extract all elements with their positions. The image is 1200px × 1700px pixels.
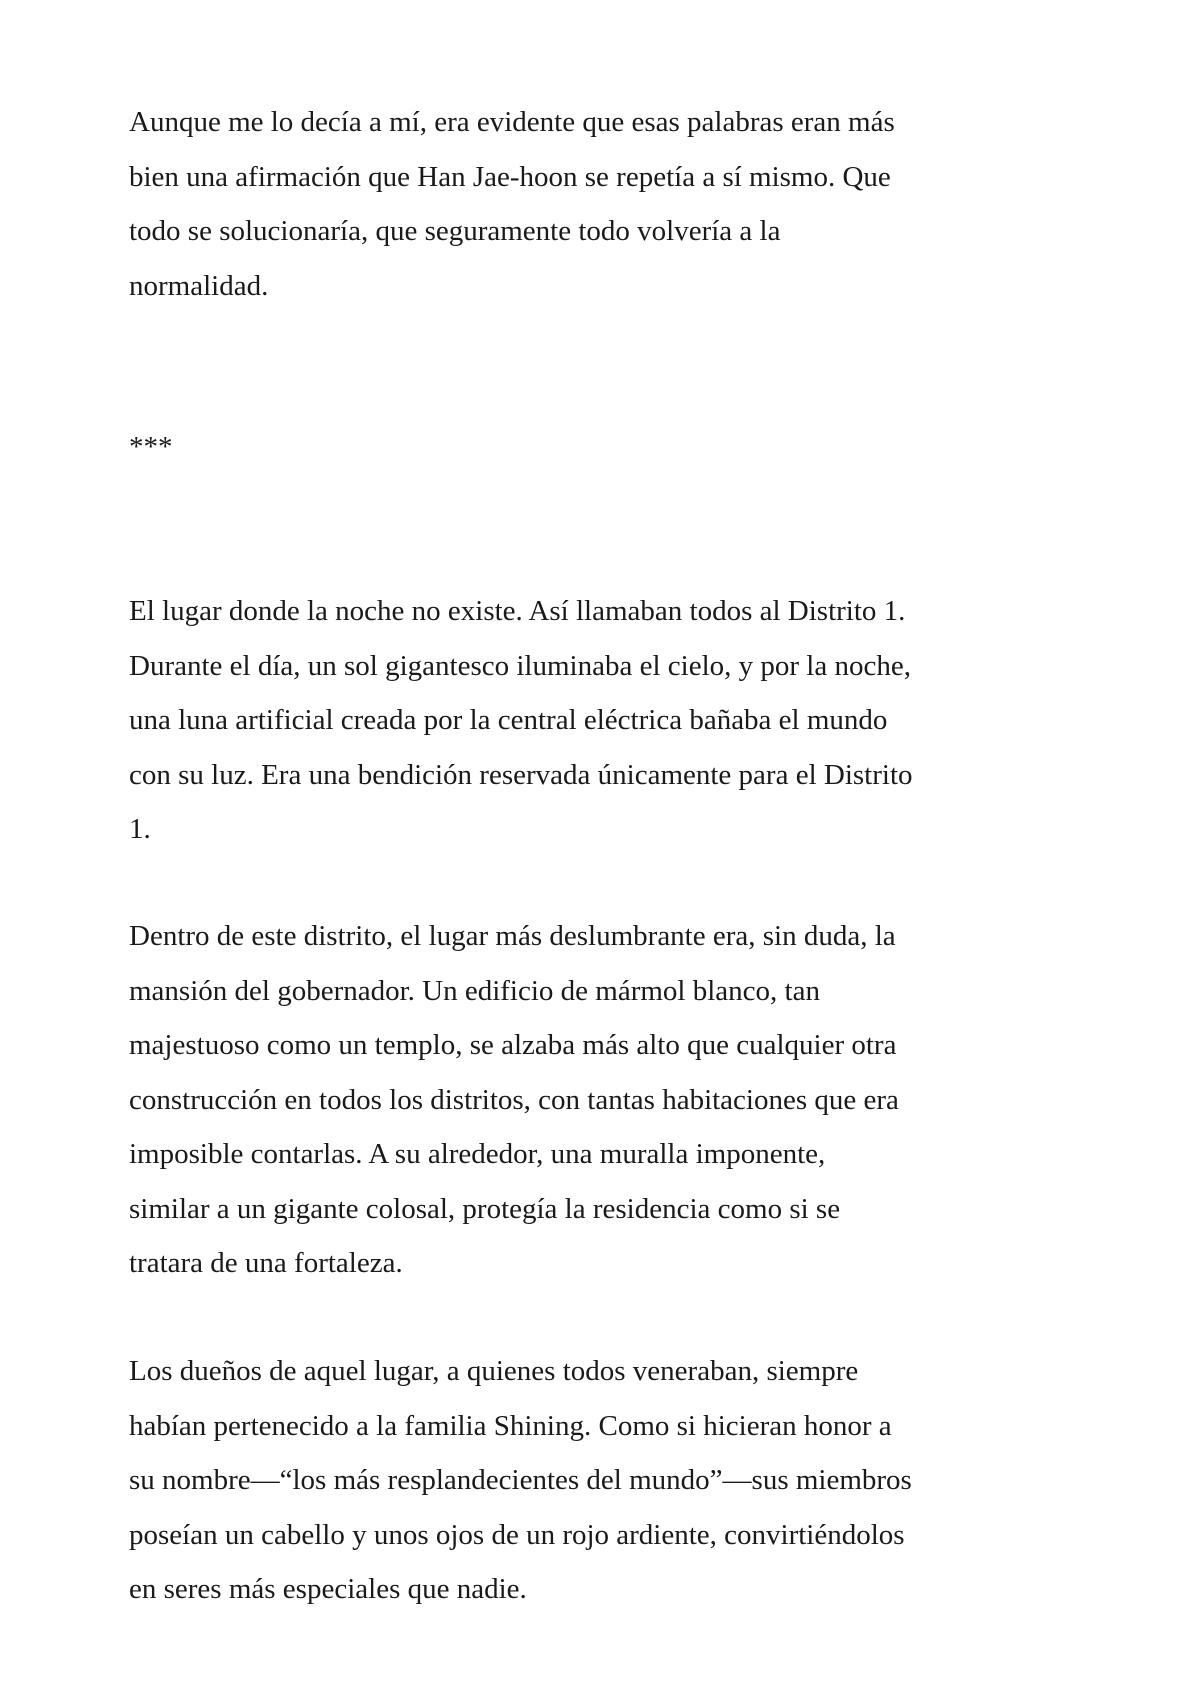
text-line: El lugar donde la noche no existe. Así llamaban todos al Distrito 1. xyxy=(129,595,906,627)
paragraph-3 xyxy=(129,909,1129,1291)
text-line: en seres más especiales que nadie. xyxy=(129,1573,527,1605)
text-line: bien una afirmación que Han Jae-hoon se repetía a sí mismo. Que xyxy=(129,160,891,193)
text-line: similar a un gigante colosal, protegía la residencia como si se xyxy=(129,1192,841,1225)
text-line: poseían un cabello y unos ojos de un rojo ardiente, convirtiéndolos xyxy=(129,1518,905,1551)
text-line: construcción en todos los distritos, con tantas habitaciones que era xyxy=(129,1083,899,1116)
text-line: Aunque me lo decía a mí, era evidente que esas palabras eran más xyxy=(129,106,895,138)
text-line: una luna artificial creada por la central eléctrica bañaba el mundo xyxy=(129,704,888,736)
text-line: majestuoso como un templo, se alzaba más alto que cualquier otra xyxy=(129,1029,897,1061)
text-line: todo se solucionaría, que seguramente todo volvería a la xyxy=(129,215,781,247)
text-line: con su luz. Era una bendición reservada únicamente para el Distrito xyxy=(129,758,913,791)
text-line: habían pertenecido a la familia Shining. Como si hicieran honor a xyxy=(129,1409,892,1442)
scene-break-text: *** xyxy=(129,431,173,463)
text-line: imposible contarlas. A su alrededor, una muralla imponente, xyxy=(129,1138,826,1170)
text-line: tratara de una fortaleza. xyxy=(129,1247,403,1279)
text-line: 1. xyxy=(129,813,151,845)
paragraph-1 xyxy=(129,95,1129,313)
paragraph-2 xyxy=(129,584,1129,857)
paragraph-4 xyxy=(129,1344,1129,1617)
text-line: Durante el día, un sol gigantesco iluminaba el cielo, y por la noche, xyxy=(129,649,911,682)
text-line: Los dueños de aquel lugar, a quienes todos veneraban, siempre xyxy=(129,1355,859,1387)
text-line: su nombre—“los más resplandecientes del mundo”—sus miembros xyxy=(129,1464,912,1496)
scene-break xyxy=(129,420,1129,475)
text-line: normalidad. xyxy=(129,269,269,302)
text-line: Dentro de este distrito, el lugar más deslumbrante era, sin duda, la xyxy=(129,920,896,952)
text-line: mansión del gobernador. Un edificio de mármol blanco, tan xyxy=(129,974,820,1007)
